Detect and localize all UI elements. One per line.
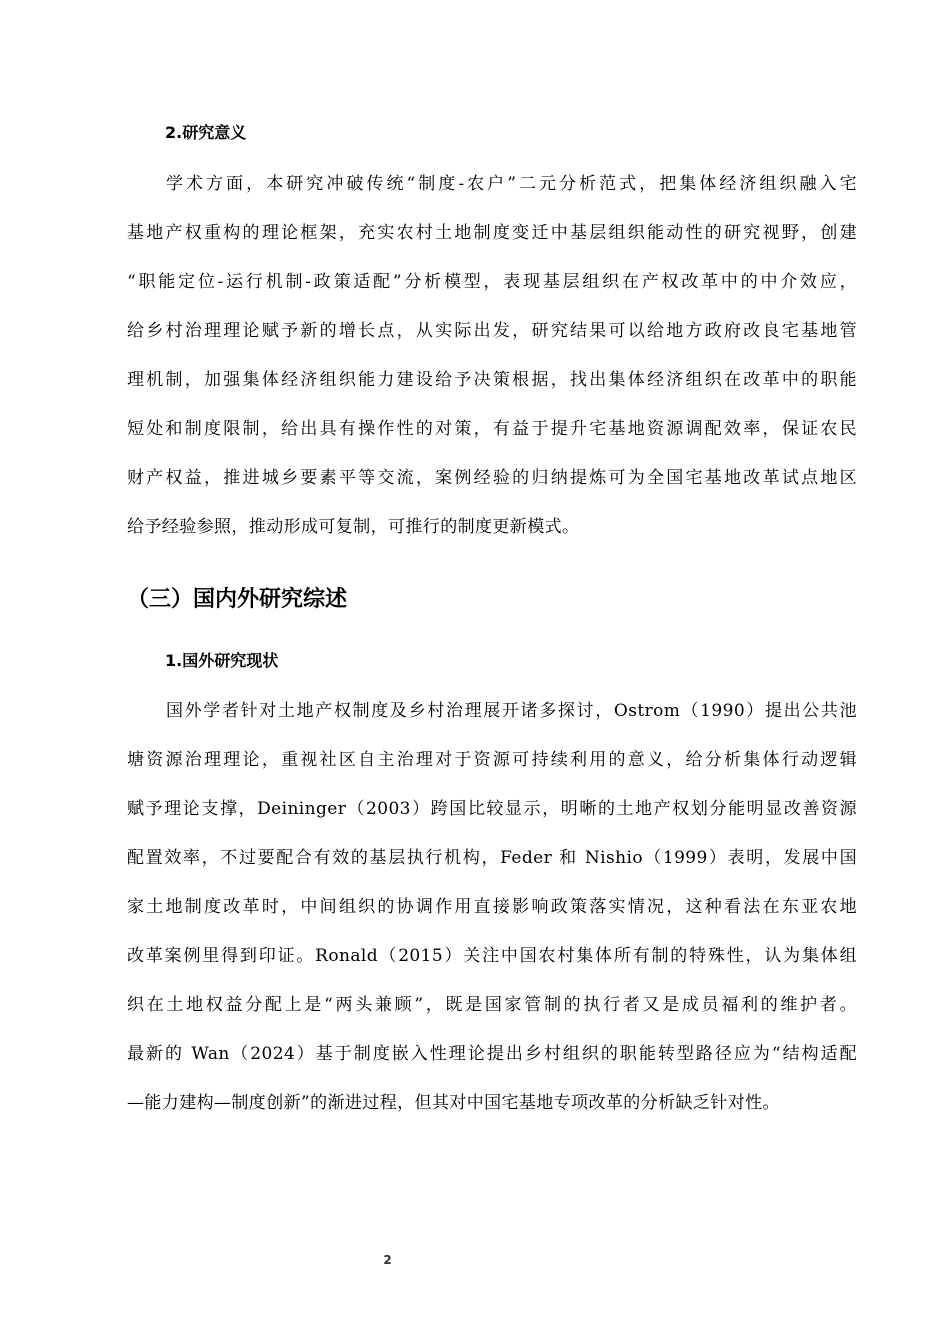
paragraph-foreign-research — [127, 687, 857, 1128]
paragraph-research-significance — [127, 160, 857, 552]
paragraph-line: “职能定位-运行机制-政策适配”分析模型，表现基层组织在产权改革中的中介效应， — [127, 272, 857, 292]
paragraph-line: 赋予理论支撑，Deininger（2003）跨国比较显示，明晰的土地产权划分能明显改善资源 — [127, 799, 857, 819]
paragraph-line: 最新的 Wan（2024）基于制度嵌入性理论提出乡村组织的职能转型路径应为“结构适配 — [127, 1044, 857, 1064]
section-title-literature-review: （三）国内外研究综述 — [127, 587, 348, 612]
paragraph-line: 塘资源治理理论，重视社区自主治理对于资源可持续利用的意义，给分析集体行动逻辑 — [127, 750, 857, 770]
paragraph-line: 给予经验参照，推动形成可复制，可推行的制度更新模式。 — [127, 517, 580, 537]
page-number: 2 — [383, 1253, 392, 1267]
paragraph-line: 基地产权重构的理论框架，充实农村土地制度变迁中基层组织能动性的研究视野，创建 — [127, 223, 857, 243]
paragraph-line: 给乡村治理理论赋予新的增长点，从实际出发，研究结果可以给地方政府改良宅基地管 — [127, 321, 857, 341]
heading-research-significance: 2.研究意义 — [165, 123, 247, 142]
paragraph-line: 家土地制度改革时，中间组织的协调作用直接影响政策落实情况，这种看法在东亚农地 — [127, 897, 857, 917]
paragraph-line: 织在土地权益分配上是“两头兼顾”，既是国家管制的执行者又是成员福利的维护者。 — [127, 995, 857, 1015]
paragraph-line: 理机制，加强集体经济组织能力建设给予决策根据，找出集体经济组织在改革中的职能 — [127, 370, 857, 390]
paragraph-line: 国外学者针对土地产权制度及乡村治理展开诸多探讨，Ostrom（1990）提出公共池 — [166, 701, 857, 721]
paragraph-line: —能力建构—制度创新”的渐进过程，但其对中国宅基地专项改革的分析缺乏针对性。 — [127, 1093, 780, 1113]
paragraph-line: 财产权益，推进城乡要素平等交流，案例经验的归纳提炼可为全国宅基地改革试点地区 — [127, 468, 857, 488]
paragraph-line: 配置效率，不过要配合有效的基层执行机构，Feder 和 Nishio（1999）表明，发展中国 — [127, 848, 857, 868]
heading-foreign-research: 1.国外研究现状 — [165, 651, 279, 670]
paragraph-line: 短处和制度限制，给出具有操作性的对策，有益于提升宅基地资源调配效率，保证农民 — [127, 419, 857, 439]
paragraph-line: 改革案例里得到印证。Ronald（2015）关注中国农村集体所有制的特殊性，认为集体组 — [127, 946, 857, 966]
paragraph-line: 学术方面，本研究冲破传统“制度-农户”二元分析范式，把集体经济组织融入宅 — [166, 174, 857, 194]
